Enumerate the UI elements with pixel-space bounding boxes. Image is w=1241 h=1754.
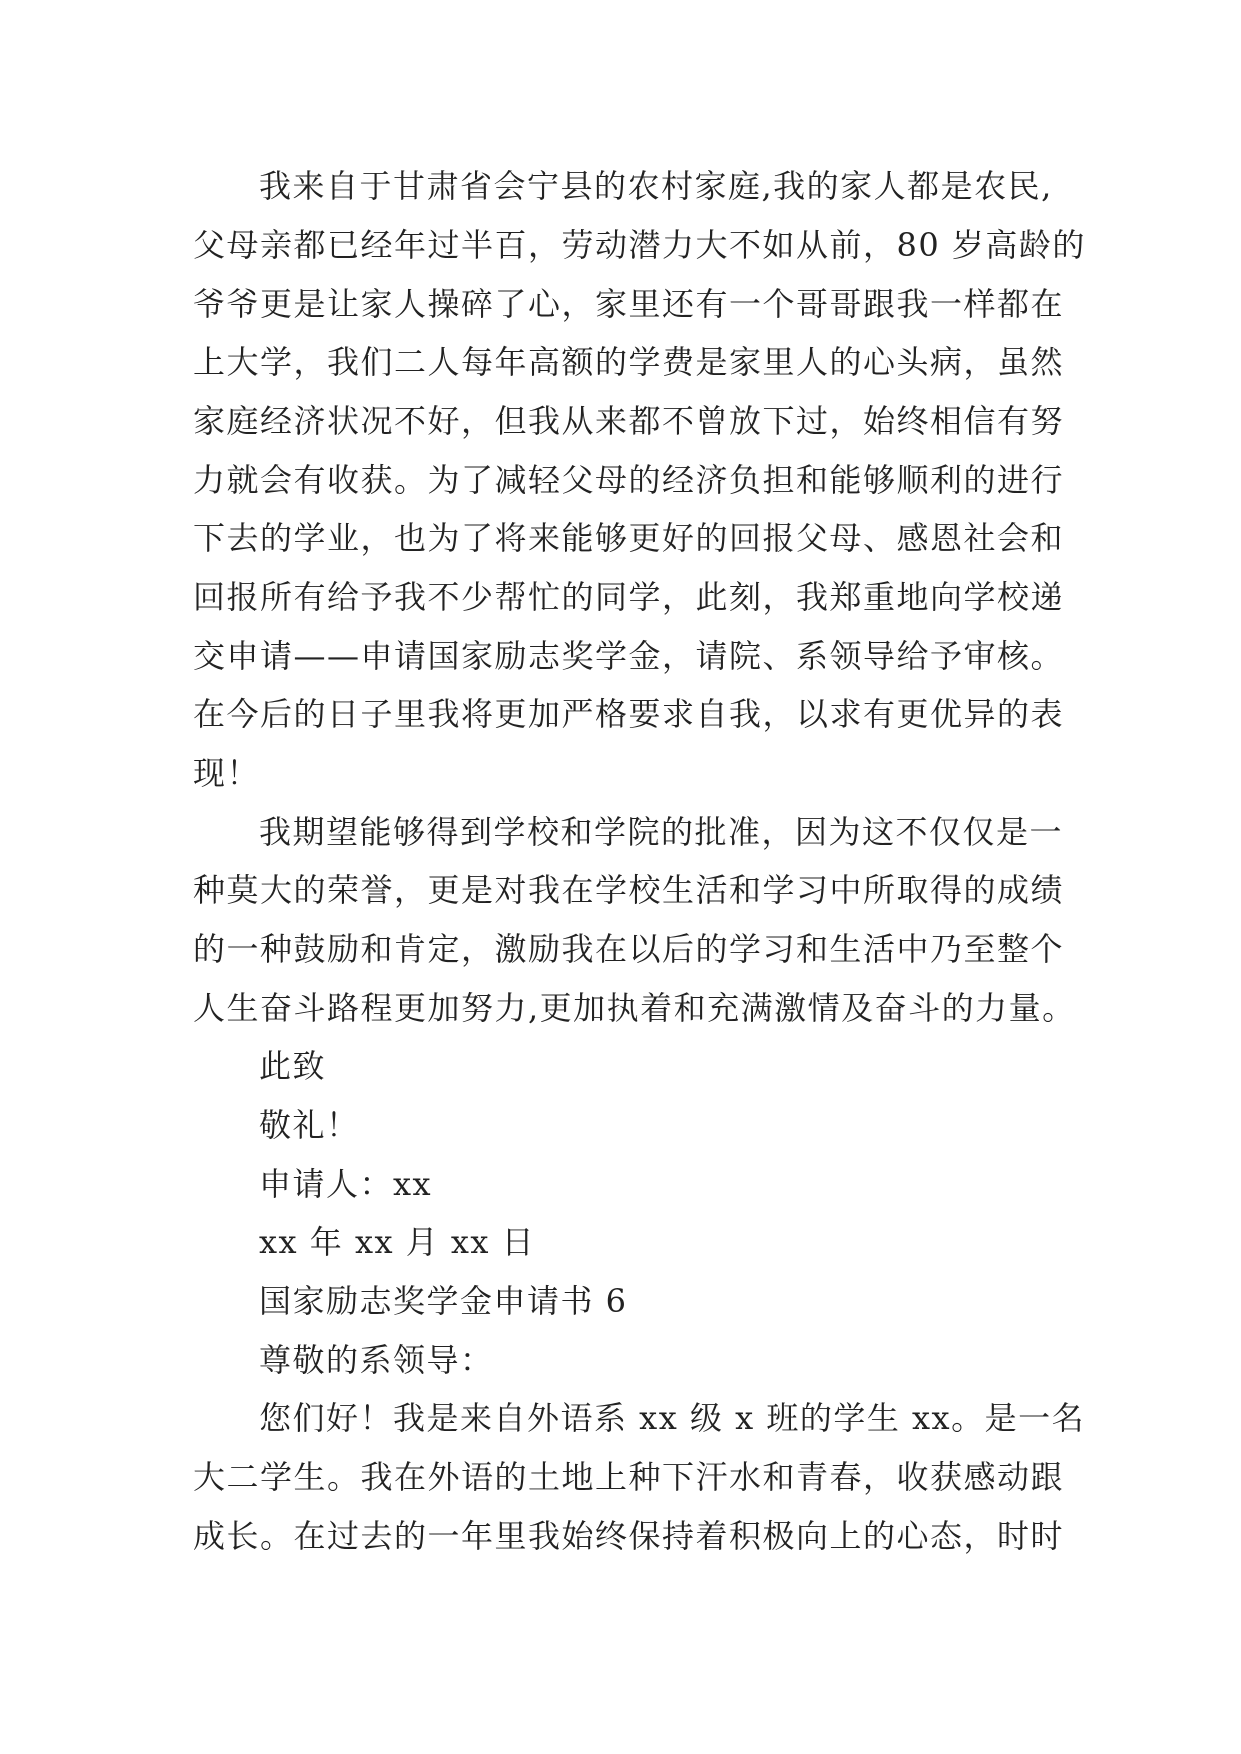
applicant-name: 申请人：xx — [259, 1165, 433, 1203]
text-line: 在今后的日子里我将更加严格要求自我，以求有更优异的表 — [193, 695, 1065, 733]
closing-greeting: 此致 — [259, 1047, 327, 1085]
salutation: 尊敬的系领导： — [259, 1341, 494, 1379]
section-title: 国家励志奖学金申请书 6 — [259, 1282, 628, 1320]
text-line: 大二学生。我在外语的土地上种下汗水和青春，收获感动跟 — [193, 1458, 1065, 1496]
text-line: 力就会有收获。为了减轻父母的经济负担和能够顺利的进行 — [193, 461, 1065, 499]
text-line: 爷爷更是让家人操碎了心，家里还有一个哥哥跟我一样都在 — [193, 285, 1065, 323]
text-line: 下去的学业，也为了将来能够更好的回报父母、感恩社会和 — [193, 519, 1065, 557]
text-line: 上大学，我们二人每年高额的学费是家里人的心头病，虽然 — [193, 343, 1065, 381]
application-date: xx 年 xx 月 xx 日 — [259, 1223, 536, 1261]
text-line: 交申请——申请国家励志奖学金，请院、系领导给予审核。 — [193, 637, 1065, 675]
text-line: 您们好！我是来自外语系 xx 级 x 班的学生 xx。是一名 — [259, 1399, 1086, 1437]
closing-salute: 敬礼！ — [259, 1106, 360, 1144]
text-line: 回报所有给予我不少帮忙的同学，此刻，我郑重地向学校递 — [193, 578, 1065, 616]
text-line: 成长。在过去的一年里我始终保持着积极向上的心态，时时 — [193, 1517, 1065, 1555]
text-line: 父母亲都已经年过半百，劳动潜力大不如从前，80 岁高龄的 — [193, 226, 1086, 264]
text-line: 的一种鼓励和肯定，激励我在以后的学习和生活中乃至整个 — [193, 930, 1065, 968]
text-line: 种莫大的荣誉，更是对我在学校生活和学习中所取得的成绩 — [193, 871, 1065, 909]
text-line: 家庭经济状况不好，但我从来都不曾放下过，始终相信有努 — [193, 402, 1065, 440]
text-line: 我期望能够得到学校和学院的批准，因为这不仅仅是一 — [259, 813, 1064, 851]
text-line: 我来自于甘肃省会宁县的农村家庭,我的家人都是农民, — [259, 167, 1053, 205]
text-line: 人生奋斗路程更加努力,更加执着和充满激情及奋斗的力量。 — [193, 989, 1076, 1027]
text-line: 现！ — [193, 754, 261, 792]
